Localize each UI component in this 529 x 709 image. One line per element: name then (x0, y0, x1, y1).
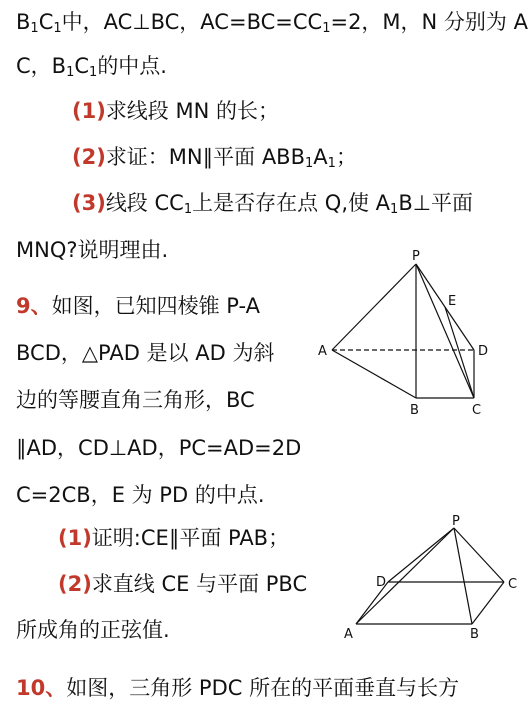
q9-line-1: 9、如图，已知四棱锥 P-A (16, 294, 260, 318)
label-a: A (344, 627, 353, 642)
edge-ce (445, 307, 474, 398)
edge-pd (388, 528, 454, 582)
edge-ab (332, 350, 416, 398)
q9-line-3: 边的等腰直角三角形，BC (16, 388, 255, 412)
label-c: C (472, 403, 482, 418)
edge-pa (356, 528, 454, 624)
q8-part-3: (3)线段 $CC_1$上是否存在点 Q,使 $A_1B\perp$平面 (72, 191, 474, 217)
label-p: P (452, 514, 460, 529)
edge-pc (454, 528, 504, 582)
edge-pb (454, 528, 472, 624)
intro-line-1: $B_1C_1$中，AC⊥BC，$AC=BC=CC_1=2$，M，N 分别为 A (16, 10, 528, 36)
label-b: B (470, 627, 479, 642)
q8-part-2: (2)求证：MN∥平面 $ABB_1A_1$； (72, 145, 357, 171)
q9-part-1: (1)证明:CE∥平面 PAB； (58, 526, 290, 550)
label-c: C (508, 577, 518, 592)
label-e: E (448, 294, 457, 309)
q8-part-1: (1)求线段 MN 的长； (72, 99, 279, 123)
edge-bc (472, 582, 504, 624)
q9-line-4: ∥AD，CD⊥AD，PC=AD=2D (16, 436, 302, 460)
pyramid-figure-2 (330, 512, 525, 647)
intro-line-2: C，$B_1C_1$的中点. (16, 54, 167, 80)
q9-part-2: (2)求直线 CE 与平面 PBC (58, 572, 308, 596)
edge-pc (416, 264, 474, 398)
q10-line-1: 10、如图，三角形 PDC 所在的平面垂直与长方 (16, 676, 460, 700)
q9-line-2: BCD，△PAD 是以 AD 为斜 (16, 341, 275, 365)
q8-part-3-line-2: MNQ?说明理由. (16, 238, 169, 262)
label-p: P (412, 249, 420, 264)
label-d: D (478, 344, 489, 359)
q9-part-2-line-2: 所成角的正弦值. (16, 618, 170, 642)
label-b: B (410, 403, 419, 418)
pyramid-figure-1 (300, 248, 500, 418)
label-d: D (376, 575, 387, 590)
edge-pa (332, 264, 416, 350)
q9-line-5: C=2CB，E 为 PD 的中点. (16, 483, 265, 507)
label-a: A (318, 344, 327, 359)
